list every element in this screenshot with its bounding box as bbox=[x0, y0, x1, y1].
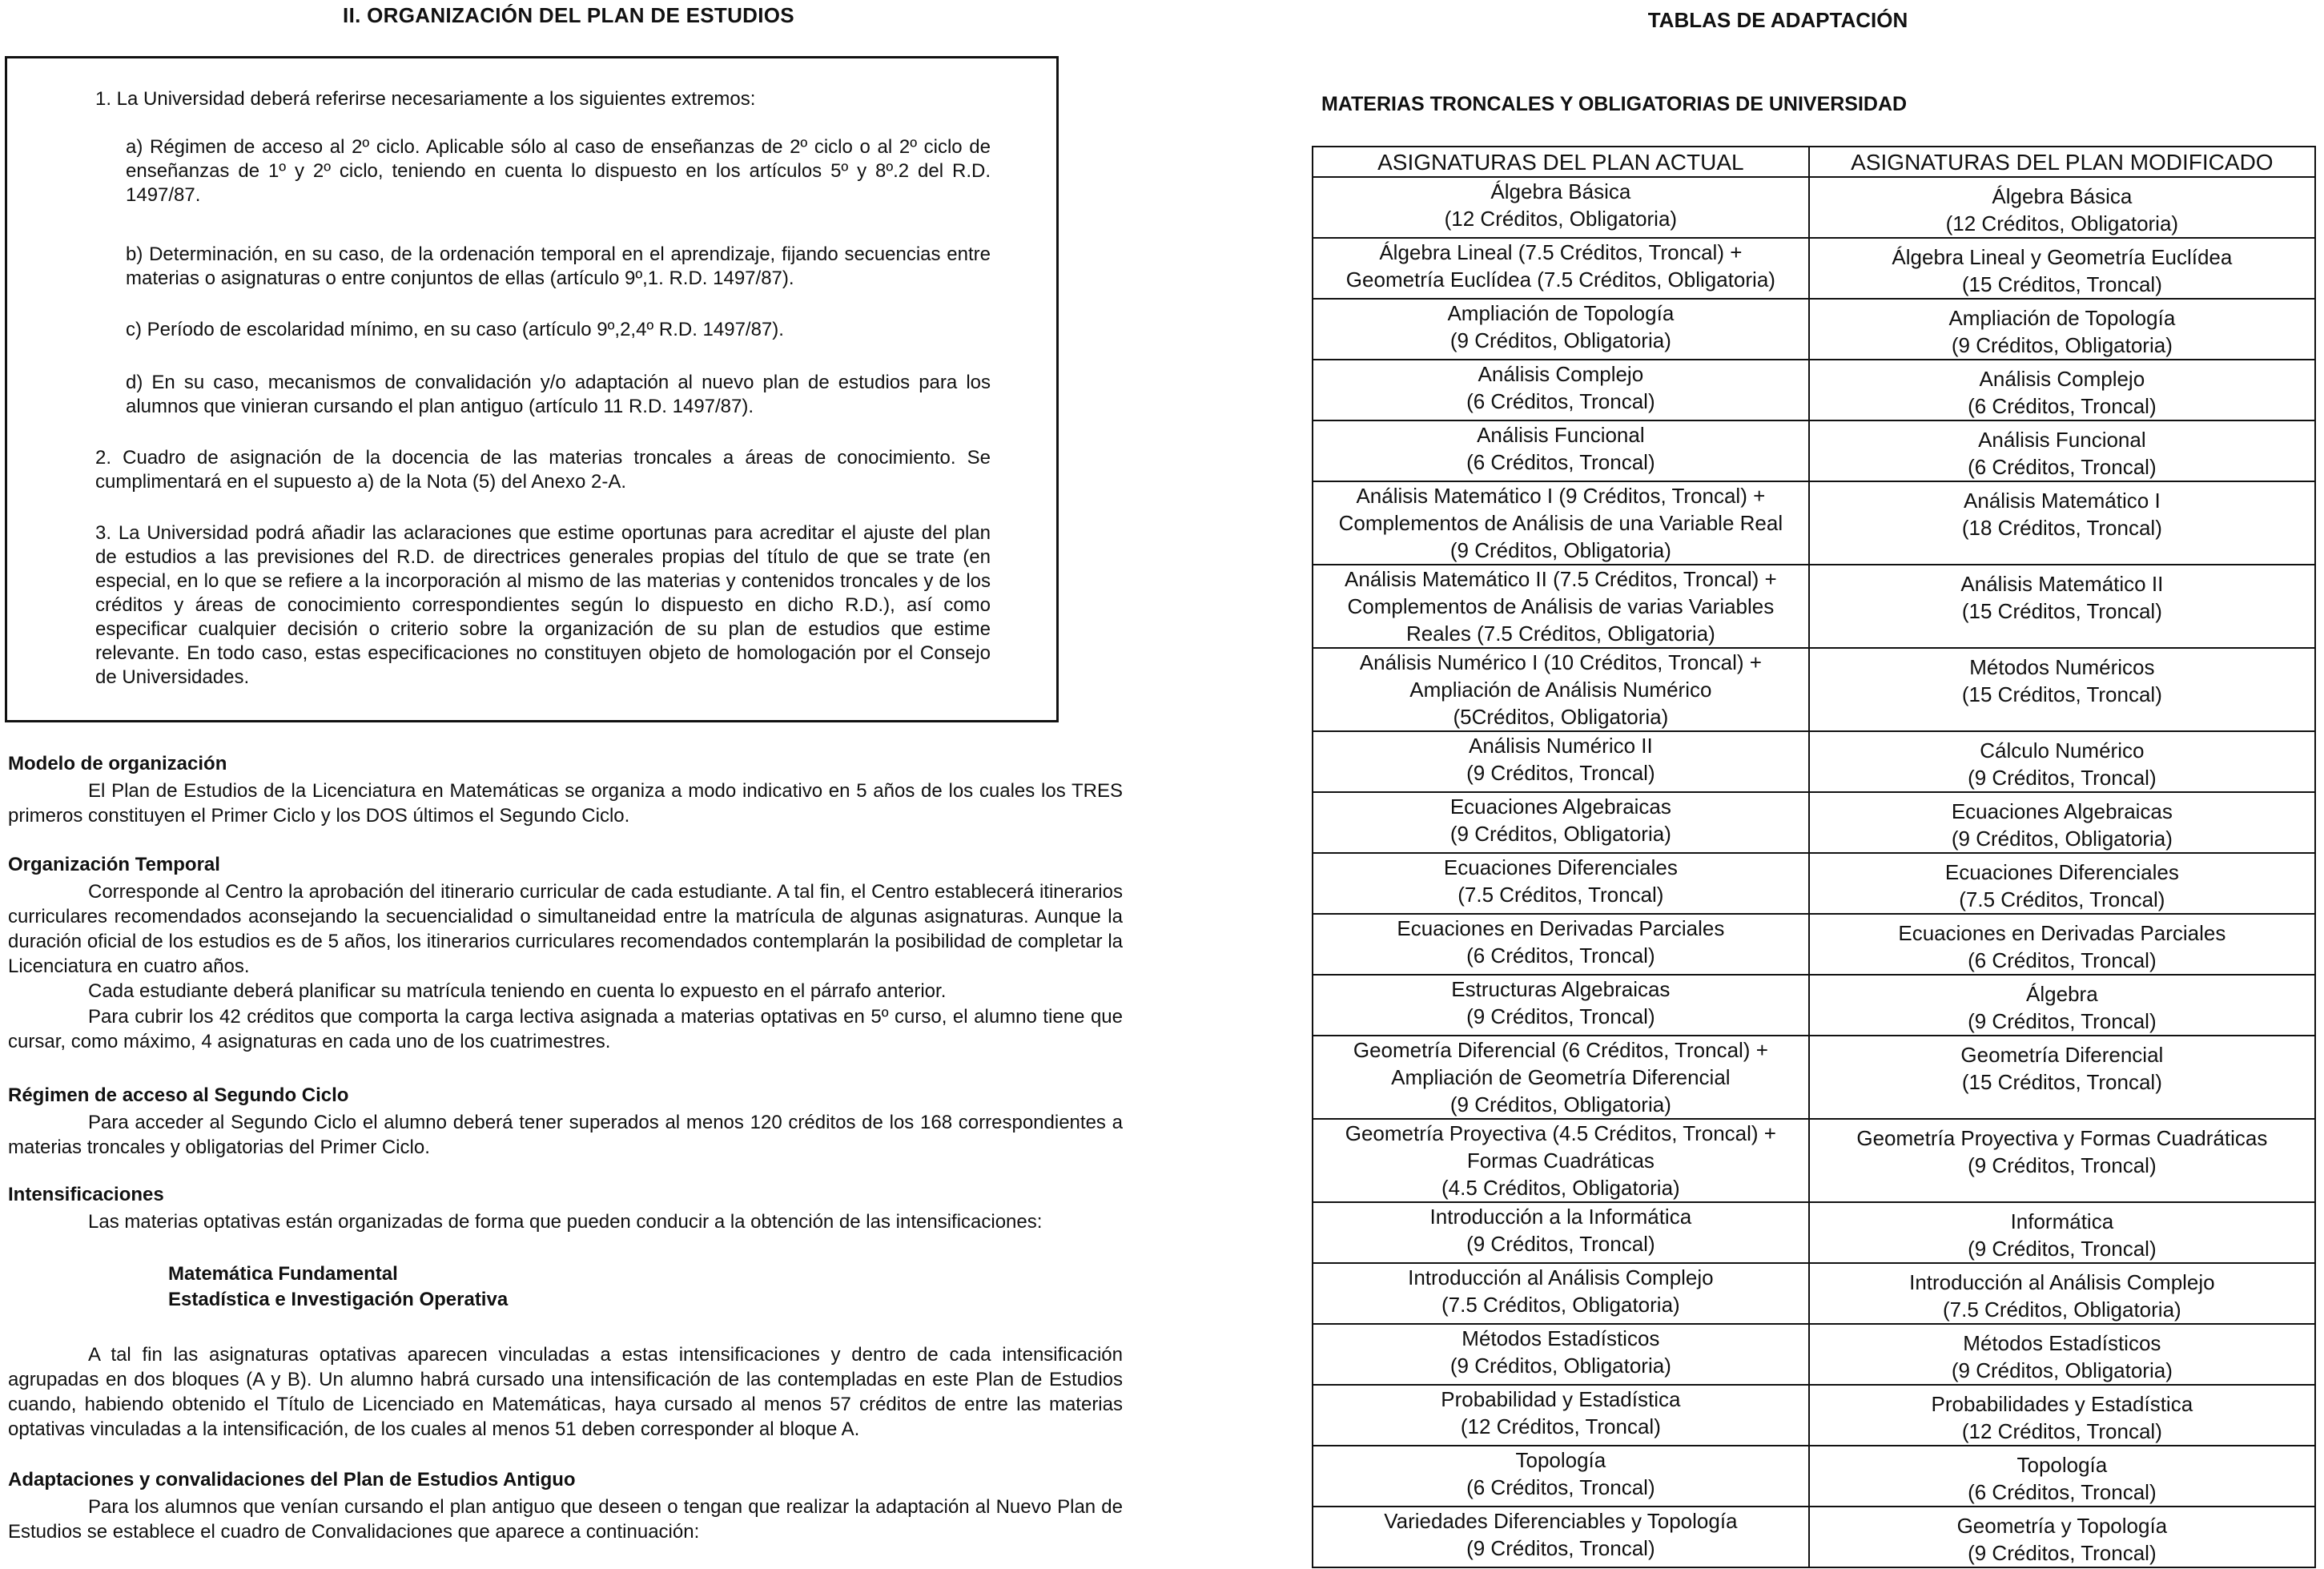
cell-line: Geometría Proyectiva y Formas Cuadráticas bbox=[1856, 1126, 2268, 1150]
cell-current-plan bbox=[1313, 1446, 1809, 1507]
section-heading-intensificaciones: Intensificaciones bbox=[8, 1184, 164, 1205]
section-text-regimen: Para acceder al Segundo Ciclo el alumno deberá tener superados al menos 120 créditos de los 168 correspondientes a materias troncales y obligatorias del Primer Ciclo. bbox=[8, 1112, 1123, 1158]
cell-line: (15 Créditos, Troncal) bbox=[1961, 1070, 2162, 1094]
cell-line: Formas Cuadráticas bbox=[1466, 1149, 1655, 1173]
cell-modified-plan bbox=[1809, 1446, 2315, 1507]
table-row bbox=[1313, 565, 2315, 648]
cell-line: Análisis Numérico I (10 Créditos, Troncal) + bbox=[1359, 650, 1762, 674]
cell-line: Variedades Diferenciables y Topología bbox=[1384, 1509, 1738, 1533]
box-item-d: d) En su caso, mecanismos de convalidación y/o adaptación al nuevo plan de estudios para los alumnos que vinieran cursando el plan antiguo (artículo 11 R.D. 1497/87). bbox=[126, 372, 991, 417]
table-row bbox=[1313, 1446, 2315, 1507]
cell-line: (9 Créditos, Troncal) bbox=[1466, 1536, 1655, 1560]
cell-current-plan bbox=[1313, 975, 1809, 1036]
cell-line: (9 Créditos, Troncal) bbox=[1968, 1153, 2157, 1177]
cell-line: Ecuaciones en Derivadas Parciales bbox=[1898, 921, 2226, 945]
cell-line: Ampliación de Geometría Diferencial bbox=[1391, 1065, 1731, 1089]
cell-line: (7.5 Créditos, Obligatoria) bbox=[1441, 1293, 1680, 1317]
table-row bbox=[1313, 648, 2315, 731]
cell-line: Ecuaciones Algebraicas bbox=[1951, 799, 2173, 823]
cell-line: Álgebra bbox=[2026, 982, 2098, 1006]
cell-current-plan bbox=[1313, 914, 1809, 975]
cell-line: (9 Créditos, Troncal) bbox=[1968, 1237, 2157, 1261]
header-modified-plan: ASIGNATURAS DEL PLAN MODIFICADO bbox=[1809, 147, 2315, 177]
cell-line: (15 Créditos, Troncal) bbox=[1961, 272, 2162, 296]
cell-line: Análisis Matemático II (7.5 Créditos, Troncal) + bbox=[1345, 567, 1777, 591]
cell-line: Probabilidad y Estadística bbox=[1441, 1387, 1681, 1411]
cell-line: Álgebra Básica bbox=[1490, 179, 1631, 203]
table-row bbox=[1313, 1119, 2315, 1202]
cell-current-plan bbox=[1313, 853, 1809, 914]
table-row bbox=[1313, 238, 2315, 299]
cell-line: Métodos Numéricos bbox=[1969, 655, 2155, 679]
cell-line: (9 Créditos, Troncal) bbox=[1466, 1232, 1655, 1256]
cell-modified-plan bbox=[1809, 420, 2315, 481]
cell-modified-plan bbox=[1809, 1385, 2315, 1446]
table-row bbox=[1313, 731, 2315, 792]
cell-line: Geometría y Topología bbox=[1956, 1514, 2168, 1538]
cell-current-plan bbox=[1313, 481, 1809, 565]
cell-modified-plan bbox=[1809, 1202, 2315, 1263]
intensification-2: Estadística e Investigación Operativa bbox=[168, 1289, 509, 1310]
cell-current-plan bbox=[1313, 792, 1809, 853]
box-item-b: b) Determinación, en su caso, de la ordenación temporal en el aprendizaje, fijando secuencias entre materias o asignaturas o entre conjuntos de ellas (artículo 9º,1. R.D. 1497/87). bbox=[126, 243, 991, 289]
adaptation-subtitle: MATERIAS TRONCALES Y OBLIGATORIAS DE UNIVERSIDAD bbox=[1321, 93, 1908, 115]
section-text-organizacion-2: Cada estudiante deberá planificar su matrícula teniendo en cuenta lo expuesto en el párrafo anterior. bbox=[88, 980, 947, 1002]
cell-modified-plan bbox=[1809, 360, 2315, 420]
cell-line: Ampliación de Análisis Numérico bbox=[1409, 678, 1712, 702]
cell-line: Análisis Matemático I (9 Créditos, Troncal) + bbox=[1356, 484, 1766, 508]
cell-line: (6 Créditos, Troncal) bbox=[1466, 450, 1655, 474]
adaptation-title: TABLAS DE ADAPTACIÓN bbox=[1647, 8, 1908, 32]
cell-line: Ecuaciones Algebraicas bbox=[1449, 795, 1671, 819]
cell-line: (9 Créditos, Obligatoria) bbox=[1951, 333, 2173, 357]
cell-line: (9 Créditos, Obligatoria) bbox=[1449, 1092, 1671, 1116]
section-text-intensificaciones: Las materias optativas están organizadas de forma que pueden conducir a la obtención de las intensificaciones: bbox=[88, 1211, 1043, 1233]
section-heading-adaptaciones: Adaptaciones y convalidaciones del Plan de Estudios Antiguo bbox=[8, 1469, 576, 1491]
cell-modified-plan bbox=[1809, 731, 2315, 792]
cell-line: (15 Créditos, Troncal) bbox=[1961, 599, 2162, 623]
cell-line: Ampliación de Topología bbox=[1948, 306, 2176, 330]
cell-line: Análisis Complejo bbox=[1478, 362, 1644, 386]
cell-line: Análisis Matemático II bbox=[1960, 572, 2164, 596]
cell-current-plan bbox=[1313, 1507, 1809, 1567]
cell-modified-plan bbox=[1809, 1263, 2315, 1324]
cell-line: (9 Créditos, Obligatoria) bbox=[1449, 328, 1671, 352]
cell-line: Ecuaciones en Derivadas Parciales bbox=[1397, 916, 1725, 940]
cell-line: Introducción al Análisis Complejo bbox=[1909, 1270, 2215, 1294]
cell-line: Topología bbox=[2016, 1453, 2108, 1477]
cell-current-plan bbox=[1313, 360, 1809, 420]
cell-line: Reales (7.5 Créditos, Obligatoria) bbox=[1405, 622, 1715, 646]
header-current-plan: ASIGNATURAS DEL PLAN ACTUAL bbox=[1313, 147, 1809, 177]
cell-line: Análisis Numérico II bbox=[1469, 734, 1653, 758]
table-row bbox=[1313, 420, 2315, 481]
table-row bbox=[1313, 481, 2315, 565]
cell-line: (12 Créditos, Obligatoria) bbox=[1945, 211, 2179, 235]
cell-current-plan bbox=[1313, 1036, 1809, 1119]
cell-line: Álgebra Básica bbox=[1992, 184, 2133, 208]
cell-line: (6 Créditos, Troncal) bbox=[1466, 943, 1655, 968]
cell-line: Introducción al Análisis Complejo bbox=[1408, 1265, 1714, 1289]
cell-modified-plan bbox=[1809, 975, 2315, 1036]
box-item-c: c) Período de escolaridad mínimo, en su caso (artículo 9º,2,4º R.D. 1497/87). bbox=[126, 319, 784, 340]
cell-modified-plan bbox=[1809, 299, 2315, 360]
cell-line: (5Créditos, Obligatoria) bbox=[1453, 705, 1669, 729]
cell-line: Ecuaciones Diferenciales bbox=[1944, 860, 2179, 884]
cell-line: (15 Créditos, Troncal) bbox=[1961, 682, 2162, 706]
cell-modified-plan bbox=[1809, 565, 2315, 648]
left-page bbox=[0, 0, 1137, 1569]
table-row bbox=[1313, 1385, 2315, 1446]
cell-line: Estructuras Algebraicas bbox=[1451, 977, 1671, 1001]
cell-line: (9 Créditos, Troncal) bbox=[1466, 761, 1655, 785]
table-row bbox=[1313, 299, 2315, 360]
cell-line: Análisis Funcional bbox=[1477, 423, 1645, 447]
cell-line: Geometría Diferencial bbox=[1960, 1043, 2164, 1067]
table-row bbox=[1313, 914, 2315, 975]
cell-line: Introducción a la Informática bbox=[1429, 1205, 1692, 1229]
page-title: II. ORGANIZACIÓN DEL PLAN DE ESTUDIOS bbox=[343, 3, 794, 27]
cell-line: Complementos de Análisis de varias Variables bbox=[1347, 594, 1775, 618]
cell-current-plan bbox=[1313, 1324, 1809, 1385]
intensification-1: Matemática Fundamental bbox=[168, 1263, 398, 1285]
requirements-box bbox=[5, 56, 1059, 722]
cell-line: (18 Créditos, Troncal) bbox=[1961, 516, 2162, 540]
cell-line: Ampliación de Topología bbox=[1447, 301, 1675, 325]
section-text-organizacion-3: Para cubrir los 42 créditos que comporta la carga lectiva asignada a materias optativas en 5º curso, el alumno tiene que cursar, como máximo, 4 asignaturas en cada uno de los cuatrimestres. bbox=[8, 1006, 1123, 1052]
box-item-3: 3. La Universidad podrá añadir las aclaraciones que estime oportunas para acreditar el ajuste del plan de estudios a las previsiones del R.D. de directrices generales propias del título de que se trate (en especial, en lo que se refiere a la incorporación al mismo de las materias y contenidos troncales y de los créditos y áreas de conocimiento correspondientes según lo dispuesto en dicho R.D.), así como especificar cualquier decisión o criterio sobre la organización de su plan de estudios que estime relevante. En todo caso, estas especificaciones no constituyen objeto de homologación por el Consejo de Universidades. bbox=[95, 522, 991, 688]
table-row bbox=[1313, 1324, 2315, 1385]
table-row bbox=[1313, 792, 2315, 853]
section-text-organizacion-1: Corresponde al Centro la aprobación del itinerario curricular de cada estudiante. A tal fin, el Centro establecerá itinerarios curriculares recomendados aconsejando la secuencialidad o simultaneidad entre la matrícula de algunas asignaturas. Aunque la duración oficial de los estudios es de 5 años, los itinerarios curriculares recomendados contemplarán la posibilidad de completar la Licenciatura en cuatro años. bbox=[8, 881, 1123, 977]
cell-modified-plan bbox=[1809, 648, 2315, 731]
cell-line: Complementos de Análisis de una Variable Real bbox=[1338, 511, 1783, 535]
cell-line: (6 Créditos, Troncal) bbox=[1466, 389, 1655, 413]
table-header-row bbox=[1313, 147, 2315, 177]
cell-current-plan bbox=[1313, 420, 1809, 481]
cell-line: (6 Créditos, Troncal) bbox=[1968, 1480, 2157, 1504]
cell-line: (9 Créditos, Troncal) bbox=[1968, 766, 2157, 790]
cell-line: (7.5 Créditos, Troncal) bbox=[1458, 883, 1664, 907]
cell-line: Ecuaciones Diferenciales bbox=[1443, 855, 1678, 879]
cell-modified-plan bbox=[1809, 914, 2315, 975]
table-row bbox=[1313, 1036, 2315, 1119]
section-text-adaptaciones: Para los alumnos que venían cursando el plan antiguo que deseen o tengan que realizar la adaptación al Nuevo Plan de Estudios se establece el cuadro de Convalidaciones que aparece a continuación: bbox=[8, 1496, 1123, 1543]
cell-modified-plan bbox=[1809, 853, 2315, 914]
table-row bbox=[1313, 360, 2315, 420]
table-row bbox=[1313, 1263, 2315, 1324]
cell-line: Álgebra Lineal (7.5 Créditos, Troncal) + bbox=[1379, 240, 1743, 264]
section-text-intensificaciones-2: A tal fin las asignaturas optativas aparecen vinculadas a estas intensificaciones y dentro de cada intensificación agrupadas en dos bloques (A y B). Un alumno habrá cursado una intensificación de las contempladas en este Plan de Estudios cuando, habiendo obtenido el Título de Licenciado en Matemáticas, haya cursado al menos 57 créditos de entre las materias optativas vinculadas a la intensificación, de los cuales al menos 51 deben corresponder al bloque A. bbox=[8, 1344, 1123, 1440]
cell-line: Análisis Funcional bbox=[1978, 428, 2146, 452]
cell-line: Métodos Estadísticos bbox=[1462, 1326, 1660, 1350]
cell-line: (9 Créditos, Obligatoria) bbox=[1951, 827, 2173, 851]
cell-modified-plan bbox=[1809, 481, 2315, 565]
box-intro: 1. La Universidad deberá referirse necesariamente a los siguientes extremos: bbox=[95, 88, 756, 110]
right-page bbox=[1297, 0, 2324, 1569]
cell-current-plan bbox=[1313, 299, 1809, 360]
cell-line: Topología bbox=[1515, 1448, 1606, 1472]
cell-line: (9 Créditos, Obligatoria) bbox=[1449, 822, 1671, 846]
cell-modified-plan bbox=[1809, 1119, 2315, 1202]
cell-line: (12 Créditos, Obligatoria) bbox=[1444, 207, 1678, 231]
cell-line: Geometría Proyectiva (4.5 Créditos, Troncal) + bbox=[1345, 1121, 1776, 1145]
cell-line: (6 Créditos, Troncal) bbox=[1968, 455, 2157, 479]
cell-current-plan bbox=[1313, 1263, 1809, 1324]
cell-modified-plan bbox=[1809, 1324, 2315, 1385]
box-item-a: a) Régimen de acceso al 2º ciclo. Aplicable sólo al caso de enseñanzas de 2º ciclo o al 2º ciclo de enseñanzas de 1º y 2º ciclo, teniendo en cuenta lo dispuesto en los artículos 5º y 8º.2 del R.D. 1497/87. bbox=[126, 136, 991, 206]
cell-line: Álgebra Lineal y Geometría Euclídea bbox=[1892, 245, 2233, 269]
cell-current-plan bbox=[1313, 565, 1809, 648]
cell-line: Geometría Euclídea (7.5 Créditos, Obligatoria) bbox=[1345, 268, 1775, 292]
cell-line: Probabilidades y Estadística bbox=[1931, 1392, 2193, 1416]
cell-current-plan bbox=[1313, 1385, 1809, 1446]
cell-line: Informática bbox=[2010, 1209, 2114, 1233]
section-text-modelo: El Plan de Estudios de la Licenciatura en Matemáticas se organiza a modo indicativo en 5 años de los cuales los TRES primeros constituyen el Primer Ciclo y los DOS últimos el Segundo Ciclo. bbox=[8, 780, 1123, 827]
cell-current-plan bbox=[1313, 177, 1809, 238]
table-row bbox=[1313, 1507, 2315, 1567]
cell-current-plan bbox=[1313, 1119, 1809, 1202]
cell-line: (6 Créditos, Troncal) bbox=[1466, 1475, 1655, 1499]
cell-modified-plan bbox=[1809, 792, 2315, 853]
cell-line: Métodos Estadísticos bbox=[1963, 1331, 2161, 1355]
cell-modified-plan bbox=[1809, 1036, 2315, 1119]
cell-line: (9 Créditos, Troncal) bbox=[1968, 1009, 2157, 1033]
cell-line: (12 Créditos, Troncal) bbox=[1961, 1419, 2162, 1443]
cell-line: Cálculo Numérico bbox=[1980, 738, 2145, 762]
section-heading-organizacion: Organización Temporal bbox=[8, 854, 220, 875]
cell-current-plan bbox=[1313, 1202, 1809, 1263]
cell-line: (6 Créditos, Troncal) bbox=[1968, 394, 2157, 418]
table-row bbox=[1313, 853, 2315, 914]
cell-line: (9 Créditos, Troncal) bbox=[1968, 1541, 2157, 1565]
adaptation-table bbox=[1312, 146, 2316, 1568]
cell-line: (9 Créditos, Obligatoria) bbox=[1951, 1358, 2173, 1382]
box-item-2: 2. Cuadro de asignación de la docencia de las materias troncales a áreas de conocimiento. Se cumplimentará en el supuesto a) de la Nota (5) del Anexo 2-A. bbox=[95, 447, 991, 493]
cell-line: Análisis Complejo bbox=[1979, 367, 2145, 391]
cell-line: Análisis Matemático I bbox=[1964, 489, 2161, 513]
cell-line: (9 Créditos, Obligatoria) bbox=[1449, 1354, 1671, 1378]
cell-line: (4.5 Créditos, Obligatoria) bbox=[1441, 1176, 1680, 1200]
cell-line: (9 Créditos, Troncal) bbox=[1466, 1004, 1655, 1028]
cell-line: (9 Créditos, Obligatoria) bbox=[1449, 538, 1671, 562]
cell-line: (6 Créditos, Troncal) bbox=[1968, 948, 2157, 972]
cell-line: (12 Créditos, Troncal) bbox=[1460, 1414, 1661, 1438]
cell-line: (7.5 Créditos, Obligatoria) bbox=[1943, 1297, 2181, 1322]
table-row bbox=[1313, 975, 2315, 1036]
cell-current-plan bbox=[1313, 648, 1809, 731]
cell-current-plan bbox=[1313, 731, 1809, 792]
section-heading-regimen: Régimen de acceso al Segundo Ciclo bbox=[8, 1084, 349, 1106]
cell-current-plan bbox=[1313, 238, 1809, 299]
section-heading-modelo: Modelo de organización bbox=[8, 753, 227, 774]
table-row bbox=[1313, 177, 2315, 238]
cell-line: Geometría Diferencial (6 Créditos, Troncal) + bbox=[1353, 1038, 1768, 1062]
cell-line: (7.5 Créditos, Troncal) bbox=[1959, 887, 2165, 911]
cell-modified-plan bbox=[1809, 1507, 2315, 1567]
cell-modified-plan bbox=[1809, 238, 2315, 299]
cell-modified-plan bbox=[1809, 177, 2315, 238]
table-row bbox=[1313, 1202, 2315, 1263]
